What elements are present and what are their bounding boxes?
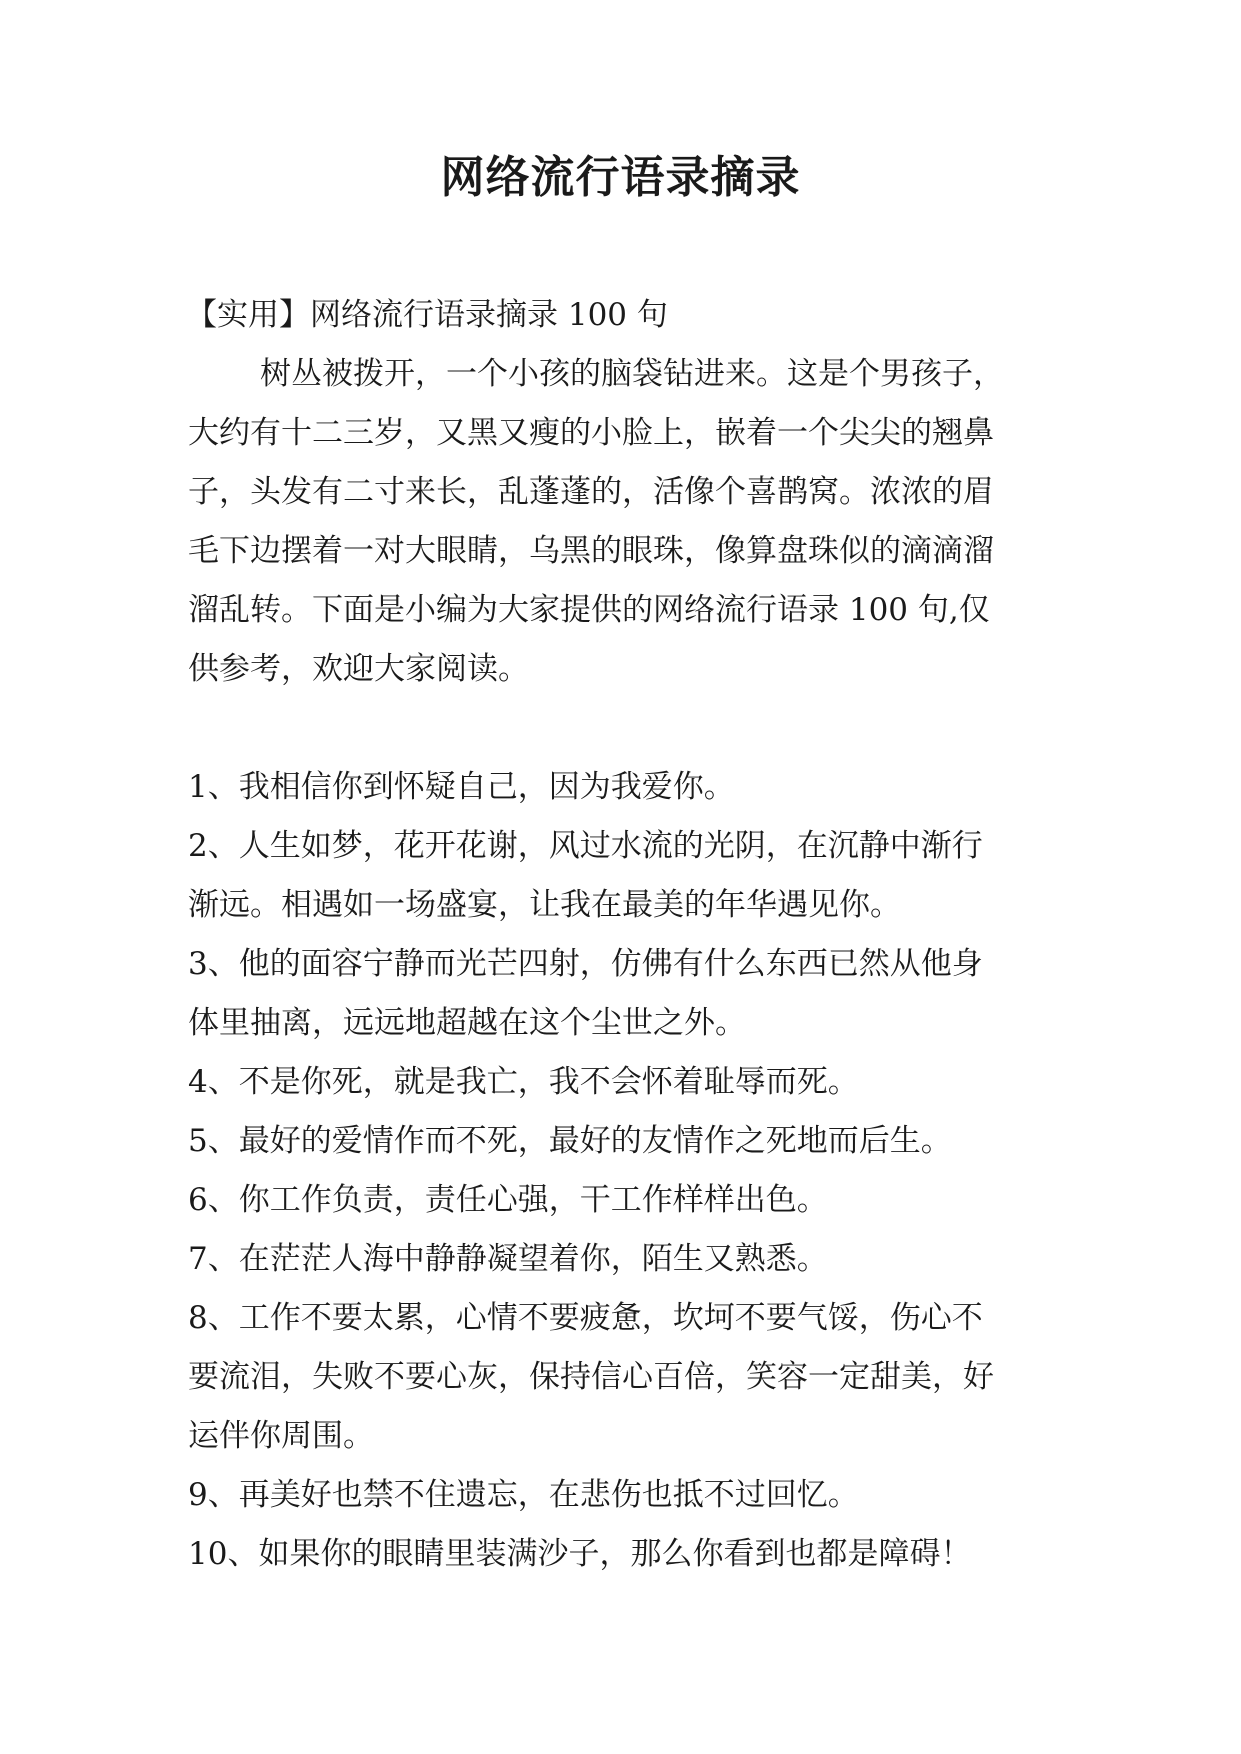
quote-line-14: 10、如果你的眼睛里装满沙子，那么你看到也都是障碍！ — [188, 1536, 972, 1572]
quote-line-2: 2、人生如梦，花开花谢，风过水流的光阴，在沉静中渐行 — [188, 828, 983, 864]
intro-line-6: 供参考，欢迎大家阅读。 — [188, 651, 529, 687]
intro-line-2: 大约有十二三岁，又黑又瘦的小脸上，嵌着一个尖尖的翘鼻 — [188, 415, 994, 451]
quote-line-3: 渐远。相遇如一场盛宴，让我在最美的年华遇见你。 — [188, 887, 901, 923]
quote-line-8: 6、你工作负责，责任心强，干工作样样出色。 — [188, 1182, 828, 1218]
document-subtitle: 【实用】网络流行语录摘录 100 句 — [186, 297, 668, 333]
quote-line-7: 5、最好的爱情作而不死，最好的友情作之死地而后生。 — [188, 1123, 952, 1159]
quote-line-12: 运伴你周围。 — [188, 1418, 374, 1454]
quote-line-9: 7、在茫茫人海中静静凝望着你，陌生又熟悉。 — [188, 1241, 828, 1277]
quote-line-10: 8、工作不要太累，心情不要疲惫，坎坷不要气馁，伤心不 — [188, 1300, 983, 1336]
quote-line-6: 4、不是你死，就是我亡，我不会怀着耻辱而死。 — [188, 1064, 859, 1100]
quote-line-5: 体里抽离，远远地超越在这个尘世之外。 — [188, 1005, 746, 1041]
intro-line-3: 子，头发有二寸来长，乱蓬蓬的，活像个喜鹊窝。浓浓的眉 — [188, 474, 994, 510]
quote-line-11: 要流泪，失败不要心灰，保持信心百倍，笑容一定甜美，好 — [188, 1359, 994, 1395]
quote-line-13: 9、再美好也禁不住遗忘，在悲伤也抵不过回忆。 — [188, 1477, 859, 1513]
paragraph-spacer — [188, 699, 1088, 758]
intro-line-5: 溜乱转。下面是小编为大家提供的网络流行语录 100 句,仅 — [188, 592, 990, 628]
quote-line-4: 3、他的面容宁静而光芒四射，仿佛有什么东西已然从他身 — [188, 946, 983, 982]
document-body — [188, 286, 1088, 1584]
intro-line-4: 毛下边摆着一对大眼睛，乌黑的眼珠，像算盘珠似的滴滴溜 — [188, 533, 994, 569]
quote-line-1: 1、我相信你到怀疑自己，因为我爱你。 — [188, 769, 735, 805]
intro-line-1: 树丛被拨开，一个小孩的脑袋钻进来。这是个男孩子， — [260, 356, 1004, 392]
document-title: 网络流行语录摘录 — [440, 152, 801, 203]
